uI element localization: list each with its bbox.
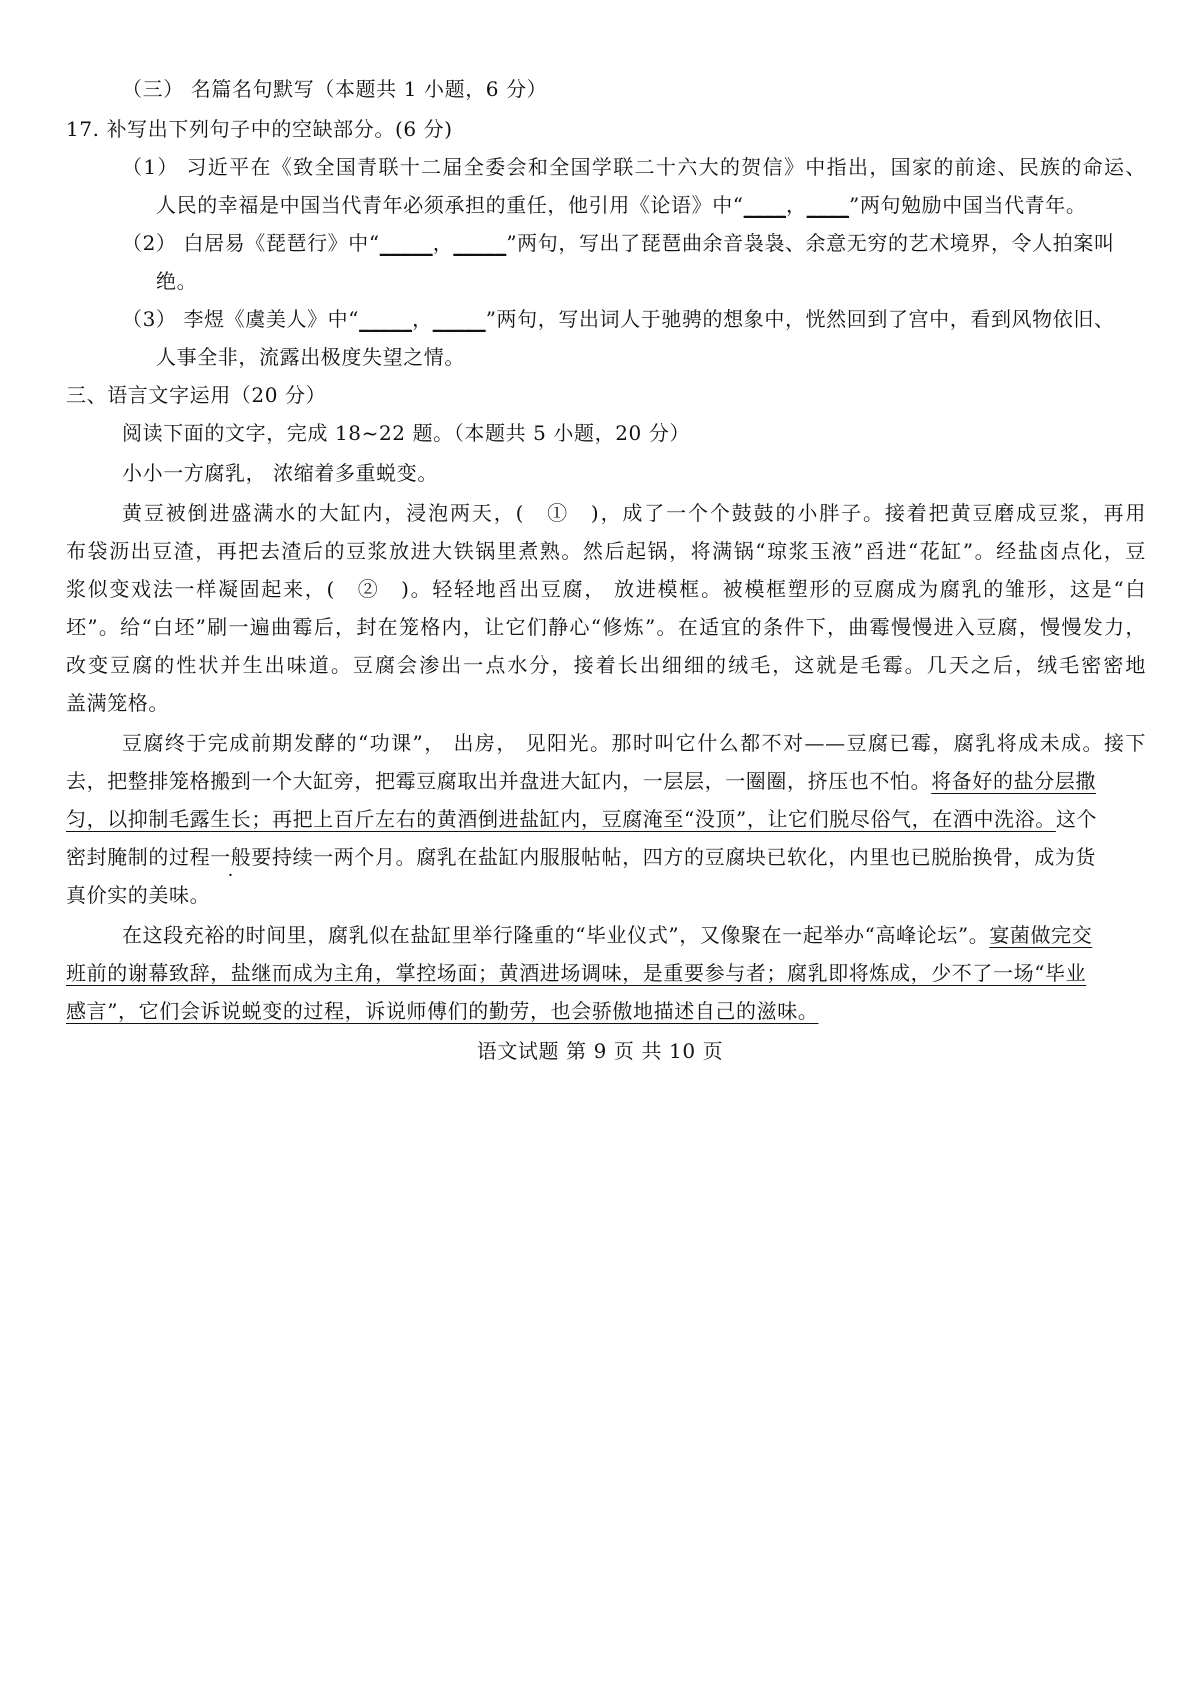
passage-p2-line: 浆似变戏法一样凝固起来，( ② )。轻轻地舀出豆腐， 放进模框。被模框塑形的豆腐成为腐乳的雏形，这是“白 xyxy=(66,577,1146,601)
q17-item2-line2: 绝。 xyxy=(156,269,198,293)
q17-item3-line2: 人事全非，流露出极度失望之情。 xyxy=(156,345,465,369)
emphasized-word: 一般 xyxy=(210,845,252,869)
answer-blank[interactable]: ____ xyxy=(806,193,850,217)
q17-item1-line1: （1） 习近平在《致全国青联十二届全委会和全国学联二十六大的贺信》中指出，国家的前途、民族的命运、 xyxy=(122,155,1146,179)
answer-blank[interactable]: _____ xyxy=(359,307,413,331)
passage-p4-line xyxy=(66,958,1086,988)
passage-p2-line: 改变豆腐的性状并生出味道。豆腐会渗出一点水分，接着长出细细的绒毛，这就是毛霉。几天之后，绒毛密密地 xyxy=(66,653,1146,677)
section-heading-famous-quotes: （三） 名篇名句默写（本题共 1 小题，6 分） xyxy=(122,77,548,101)
passage-p3-line: 真价实的美味。 xyxy=(66,883,211,907)
part3-heading: 三、语言文字运用（20 分） xyxy=(66,383,327,407)
answer-blank[interactable]: ____ xyxy=(743,193,787,217)
passage-p2-line: 坯”。给“白坯”刷一遍曲霉后，封在笼格内，让它们静心“修炼”。在适宜的条件下，曲霉慢慢进入豆腐，慢慢发力， xyxy=(66,615,1146,639)
q17-item3-line1: （3） 李煜《虞美人》中“_____，_____”两句，写出词人于驰骋的想象中，恍然回到了宫中，看到风物依旧、 xyxy=(122,307,1115,331)
passage-p2-line: 盖满笼格。 xyxy=(66,691,169,715)
passage-p2-line: 黄豆被倒进盛满水的大缸内，浸泡两天，( ① )，成了一个个鼓鼓的小胖子。接着把黄豆磨成豆浆，再用 xyxy=(122,501,1146,525)
underlined-sentence: 班前的谢幕致辞，盐继而成为主角，掌控场面；黄酒进场调味，是重要参与者；腐乳即将炼成，少不了一场“毕业 xyxy=(66,961,1087,985)
answer-blank[interactable]: _____ xyxy=(453,231,507,255)
passage-p4-line xyxy=(66,996,818,1026)
underlined-sentence: 将备好的盐分层撒 xyxy=(931,769,1097,793)
passage-p2-line: 布袋沥出豆渣，再把去渣后的豆浆放进大铁锅里煮熟。然后起锅，将满锅“琼浆玉液”舀进“花缸”。经盐卤点化，豆 xyxy=(66,539,1146,563)
reading-instruction: 阅读下面的文字，完成 18~22 题。（本题共 5 小题，20 分） xyxy=(122,421,691,445)
q17-item1-line2: 人民的幸福是中国当代青年必须承担的重任，他引用《论语》中“____，____”两句勉励中国当代青年。 xyxy=(156,193,1087,217)
underlined-sentence: 宴菌做完交 xyxy=(989,923,1093,947)
underlined-sentence: 感言”，它们会诉说蜕变的过程，诉说师傅们的勤劳，也会骄傲地描述自己的滋味。 xyxy=(66,999,819,1023)
answer-blank[interactable]: _____ xyxy=(432,307,486,331)
passage-p3-line: 密封腌制的过程一般要持续一两个月。腐乳在盐缸内服服帖帖，四方的豆腐块已软化，内里也已脱胎换骨，成为货 xyxy=(66,845,1097,869)
passage-p4-line: 在这段充裕的时间里，腐乳似在盐缸里举行隆重的“毕业仪式”，又像聚在一起举办“高峰论坛”。宴菌做完交 xyxy=(122,923,1093,947)
passage-paragraph-1: 小小一方腐乳， 浓缩着多重蜕变。 xyxy=(122,461,438,485)
passage-p3-line: 匀，以抑制毛露生长；再把上百斤左右的黄酒倒进盐缸内，豆腐淹至“没顶”，让它们脱尽俗气，在酒中洗浴。这个 xyxy=(66,807,1098,831)
q17-item2-line1: （2） 白居易《琵琶行》中“_____，_____”两句，写出了琵琶曲余音袅袅、余意无穷的艺术境界，令人拍案叫 xyxy=(122,231,1115,255)
underlined-sentence: 匀，以抑制毛露生长；再把上百斤左右的黄酒倒进盐缸内，豆腐淹至“没顶”，让它们脱尽俗气，在酒中洗浴。 xyxy=(66,807,1056,831)
question-17-stem: 17. 补写出下列句子中的空缺部分。(6 分) xyxy=(66,117,453,141)
page-footer: 语文试题 第 9 页 共 10 页 xyxy=(476,1039,724,1063)
passage-p3-line: 豆腐终于完成前期发酵的“功课”， 出房， 见阳光。那时叫它什么都不对——豆腐已霉，腐乳将成未成。接下 xyxy=(122,731,1146,755)
answer-blank[interactable]: _____ xyxy=(379,231,433,255)
passage-p3-line: 去，把整排笼格搬到一个大缸旁，把霉豆腐取出并盘进大缸内，一层层，一圈圈，挤压也不怕。将备好的盐分层撒 xyxy=(66,769,1097,793)
